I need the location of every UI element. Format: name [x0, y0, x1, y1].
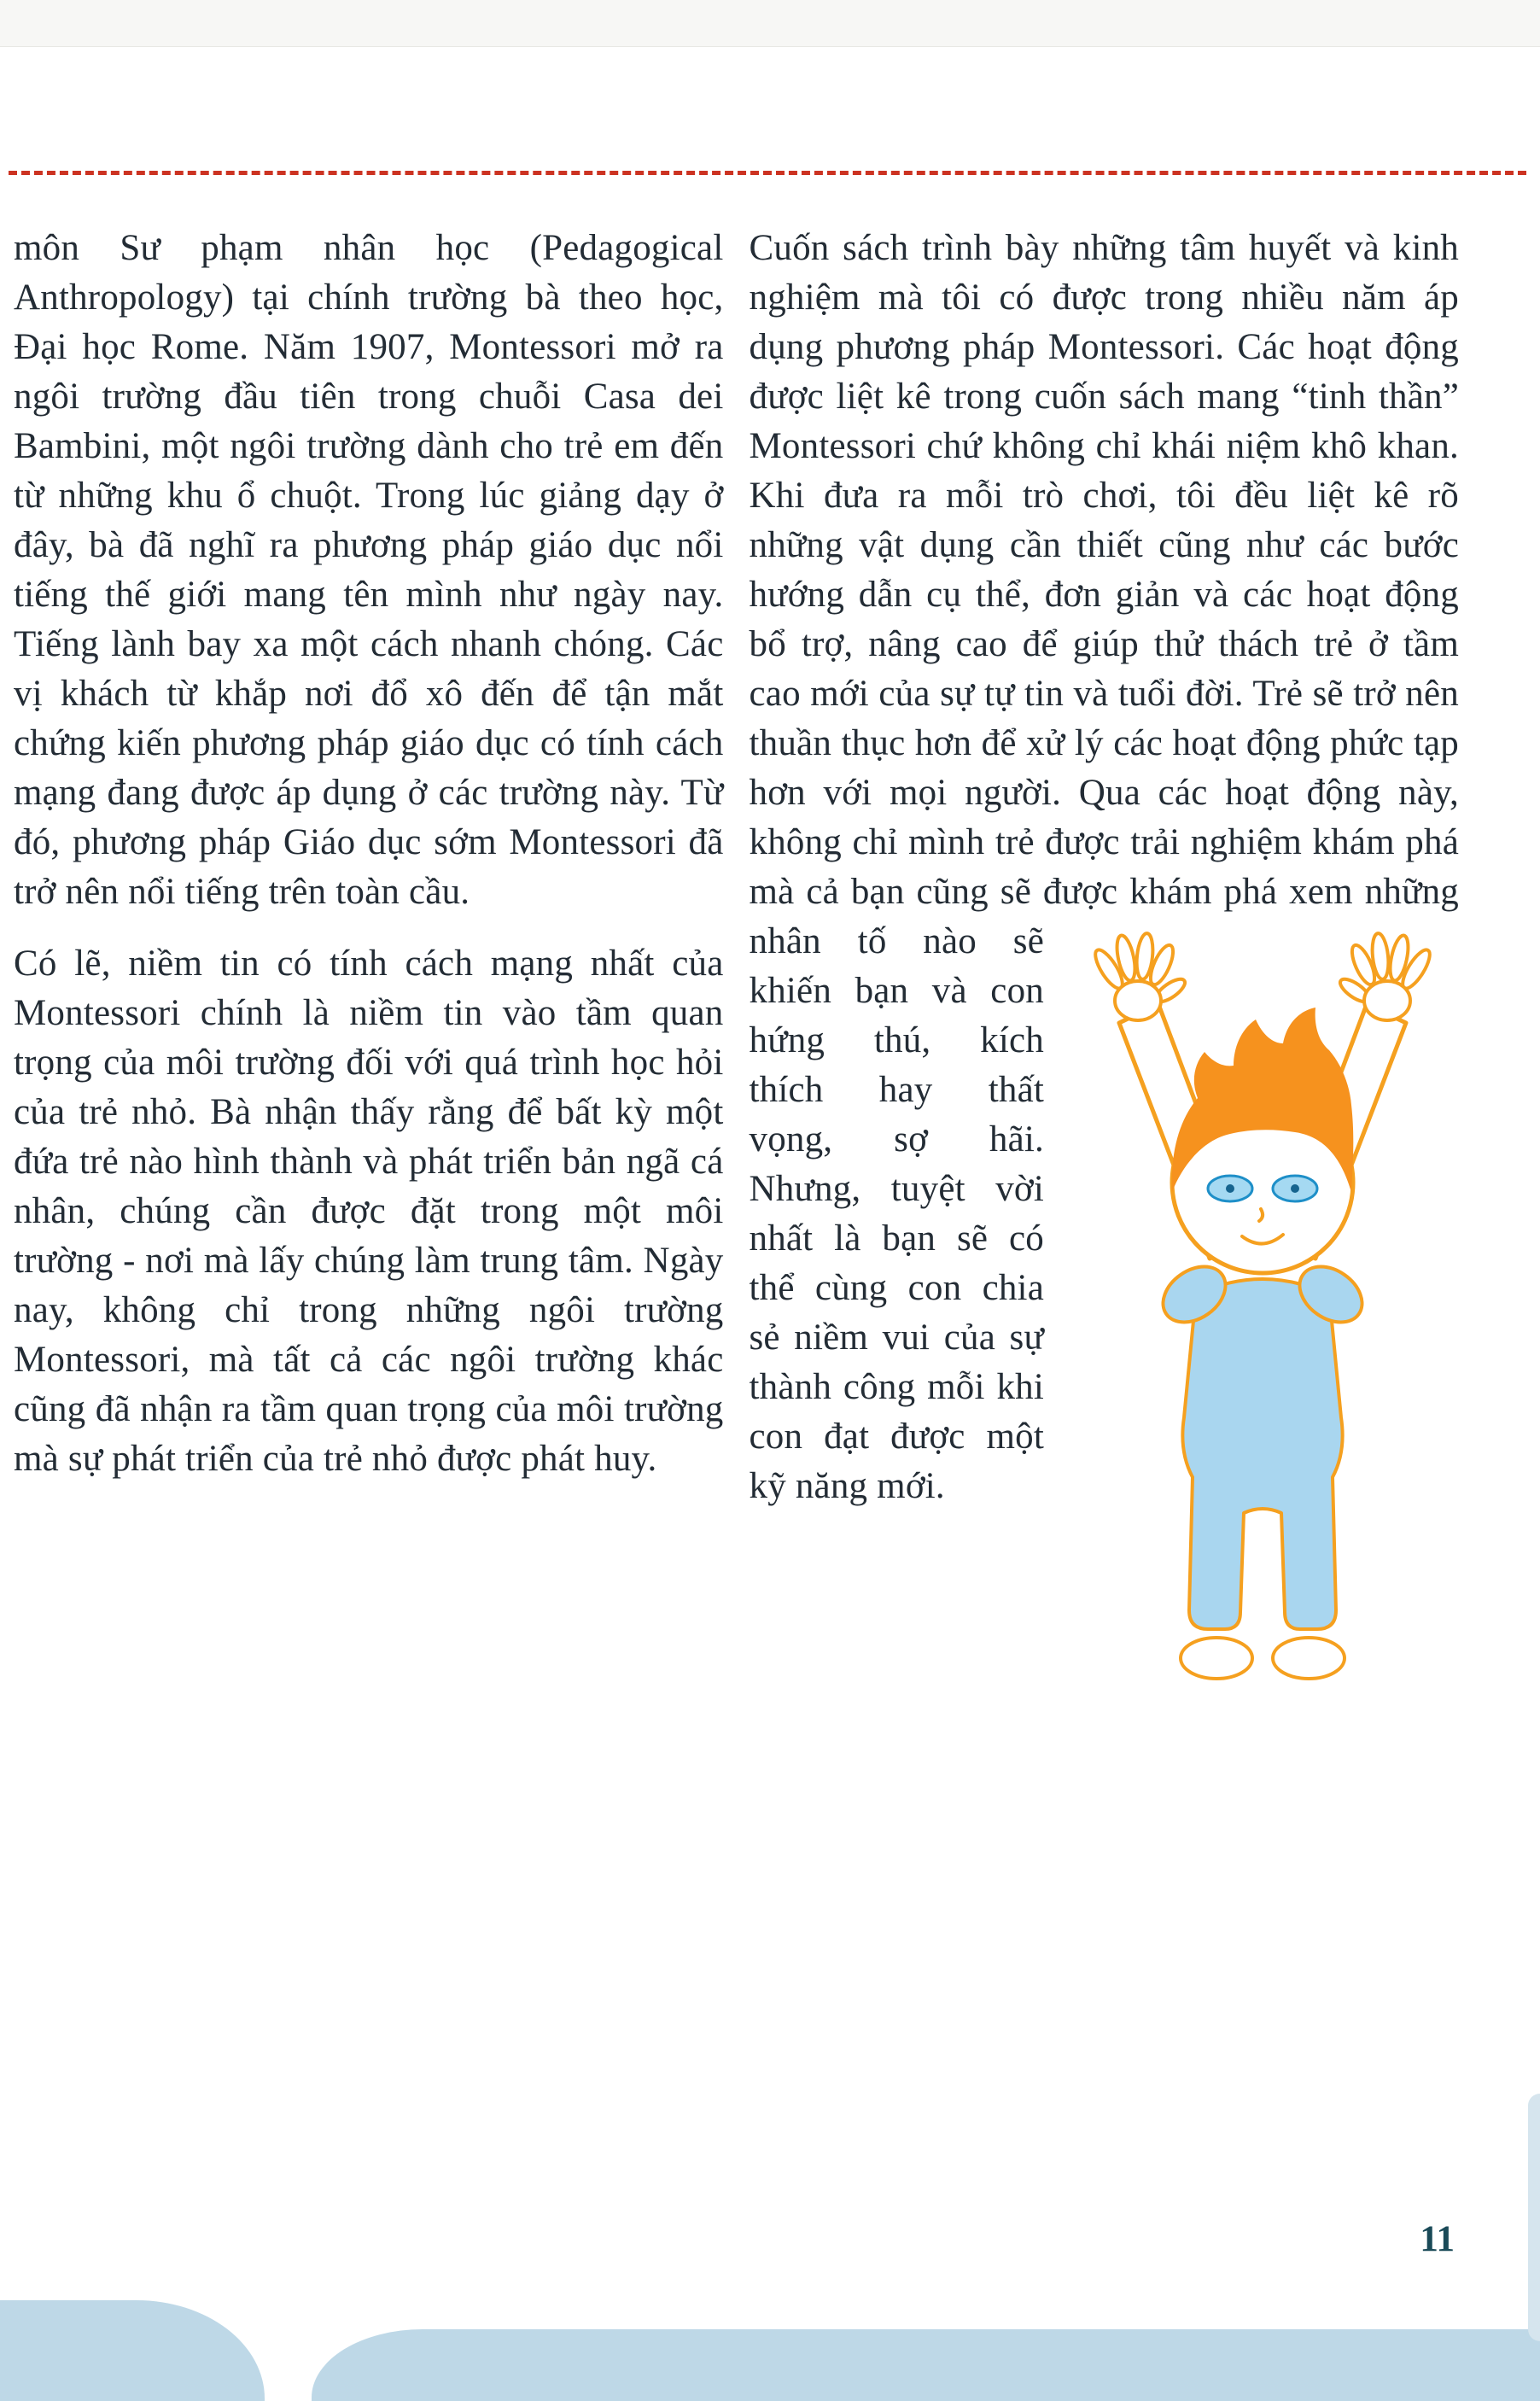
right-column: [750, 224, 1460, 1733]
paragraph: [750, 224, 1460, 1511]
right-foot: [1273, 1638, 1345, 1679]
page-number: 11: [1420, 2219, 1455, 2259]
paragraph-text: phá xem những nhân tố nào sẽ khiến bạn và con hứng thú, kích thích hay thất vọng, sợ hãi. Nhưng, tuyệt vời nhất là bạn sẽ có thể cùng con chia sẻ niềm vui của sự thành công mỗi khi con đạt được một kỹ năng mới.: [749, 872, 1459, 1506]
left-foot: [1181, 1638, 1252, 1679]
paragraph: Có lẽ, niềm tin có tính cách mạng nhất của Montessori chính là niềm tin vào tầm quan trọng của môi trường đối với quá trình học hỏi của trẻ nhỏ. Bà nhận thấy rằng để bất kỳ một đứa trẻ nào hình thành và phát triển bản ngã cá nhân, chúng cần được đặt trong một môi trường - nơi mà lấy chúng làm trung tâm. Ngày nay, không chỉ trong những ngôi trường Montessori, mà tất cả các ngôi trường khác cũng đã nhận ra tầm quan trọng của môi trường mà sự phát triển của trẻ nhỏ được phát huy.: [14, 943, 724, 1479]
toddler-illustration: [1066, 922, 1459, 1733]
page-top-edge: [0, 0, 1540, 47]
dashed-divider: [9, 171, 1526, 175]
bottom-left-page-edge: [0, 2300, 265, 2401]
paragraph-text: Cuốn sách trình bày những tâm huyết và kinh nghiệm mà tôi có được trong nhiều năm áp dụng phương pháp Montessori. Các hoạt động được liệt kê trong cuốn sách mang “tinh thần” Montessori chứ không chỉ khái niệm khô khan. Khi đưa ra mỗi trò chơi, tôi đều liệt kê rõ những vật dụng cần thiết cũng như các bước hướng dẫn cụ thể, đơn giản và các hoạt động bổ trợ, nâng cao để giúp thử thách trẻ ở tầm cao mới của sự tự tin và tuổi đời. Trẻ sẽ trở nên thuần thục hơn để xử lý các hoạt động phức tạp hơn với mọi người. Qua các hoạt động này, không chỉ mình trẻ được trải nghiệm khám phá mà cả bạn cũng sẽ được khám: [749, 228, 1459, 912]
left-column: [14, 224, 724, 1733]
right-hand: [1337, 932, 1434, 1020]
text-columns: [14, 224, 1459, 1733]
left-hand: [1091, 932, 1188, 1020]
bottom-page-edge: [312, 2329, 1540, 2401]
paragraph: môn Sư phạm nhân học (Pedagogical Anthropology) tại chính trường bà theo học, Đại học Rome. Năm 1907, Montessori mở ra ngôi trường đầu tiên trong chuỗi Casa dei Bambini, một ngôi trường dành cho trẻ em đến từ những khu ổ chuột. Trong lúc giảng dạy ở đây, bà đã nghĩ ra phương pháp giáo dục nổi tiếng thế giới mang tên mình như ngày nay. Tiếng lành bay xa một cách nhanh chóng. Các vị khách từ khắp nơi đổ xô đến để tận mắt chứng kiến phương pháp giáo dục có tính cách mạng đang được áp dụng ở các trường này. Từ đó, phương pháp Giáo dục sớm Montessori đã trở nên nổi tiếng trên toàn cầu.: [14, 228, 724, 912]
romper: [1182, 1279, 1342, 1629]
right-page-edge: [1528, 2094, 1540, 2341]
toddler-arms-raised-drawing: [1066, 922, 1459, 1733]
